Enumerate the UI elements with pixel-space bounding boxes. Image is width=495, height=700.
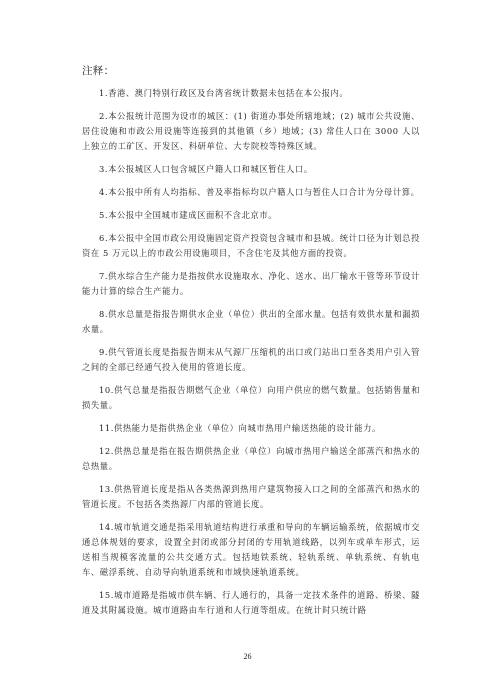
note-13: 13.供热管道长度是指从各类热源到热用户建筑物接入口之间的全部蒸汽和热水的管道长度。不包括各类热源厂内部的管道长度。 <box>82 484 420 509</box>
notes-heading: 注释： <box>82 65 115 77</box>
note-8: 8.供水总量是指报告期供水企业（单位）供出的全部水量。包括有效供水量和漏损水量。 <box>82 309 420 334</box>
note-12: 12.供热总量是指在报告期供热企业（单位）向城市热用户输送全部蒸汽和热水的总热量。 <box>82 446 420 471</box>
note-11: 11.供热能力是指供热企业（单位）向城市热用户输送热能的设计能力。 <box>99 423 381 433</box>
note-3: 3.本公报城区人口包含城区户籍人口和城区暂住人口。 <box>99 164 313 174</box>
note-6: 6.本公报中全国市政公用设施固定资产投资包含城市和县城。统计口径为计划总投资在 5 万元以上的市政公用设施项目，不含住宅及其他方面的投资。 <box>82 233 420 258</box>
note-7: 7.供水综合生产能力是指按供水设施取水、净化、送水、出厂输水干管等环节设计能力计算的综合生产能力。 <box>82 271 420 296</box>
note-15: 15.城市道路是指城市供车辆、行人通行的，具备一定技术条件的道路、桥梁、隧道及其附属设施。城市道路由车行道和人行道等组成。在统计时只统计路 <box>82 590 420 615</box>
notes-section <box>82 64 420 626</box>
note-5: 5.本公报中全国城市建成区面积不含北京市。 <box>99 210 278 220</box>
note-2: 2.本公报统计范围为设市的城区：(1) 街道办事处所辖地域；(2) 城市公共设施、居住设施和市政公用设施等连接到的其他镇（乡）地域；(3) 常住人口在 3000 人以上独立的工矿区、开发区、科研单位、大专院校等特殊区域。 <box>82 111 420 151</box>
page-number: 26 <box>243 652 252 661</box>
note-4: 4.本公报中所有人均指标、普及率指标均以户籍人口与暂住人口合计为分母计算。 <box>99 187 420 197</box>
note-1: 1.香港、澳门特别行政区及台湾省统计数据未包括在本公报内。 <box>99 88 349 98</box>
note-9: 9.供气管道长度是指报告期末从气源厂压缩机的出口或门站出口至各类用户引入管之间的全部已经通气投入使用的管道长度。 <box>82 347 420 372</box>
note-14: 14.城市轨道交通是指采用轨道结构进行承重和导向的车辆运输系统，依据城市交通总体规划的要求，设置全封闭或部分封闭的专用轨道线路，以列车或单车形式，运送相当规模客流量的公共交通方式。包括地铁系统、轻轨系统、单轨系统、有轨电车、磁浮系统、自动导向轨道系统和市域快速轨道系统。 <box>82 522 420 577</box>
note-10: 10.供气总量是指报告期燃气企业（单位）向用户供应的燃气数量。包括销售量和损失量。 <box>82 385 420 410</box>
